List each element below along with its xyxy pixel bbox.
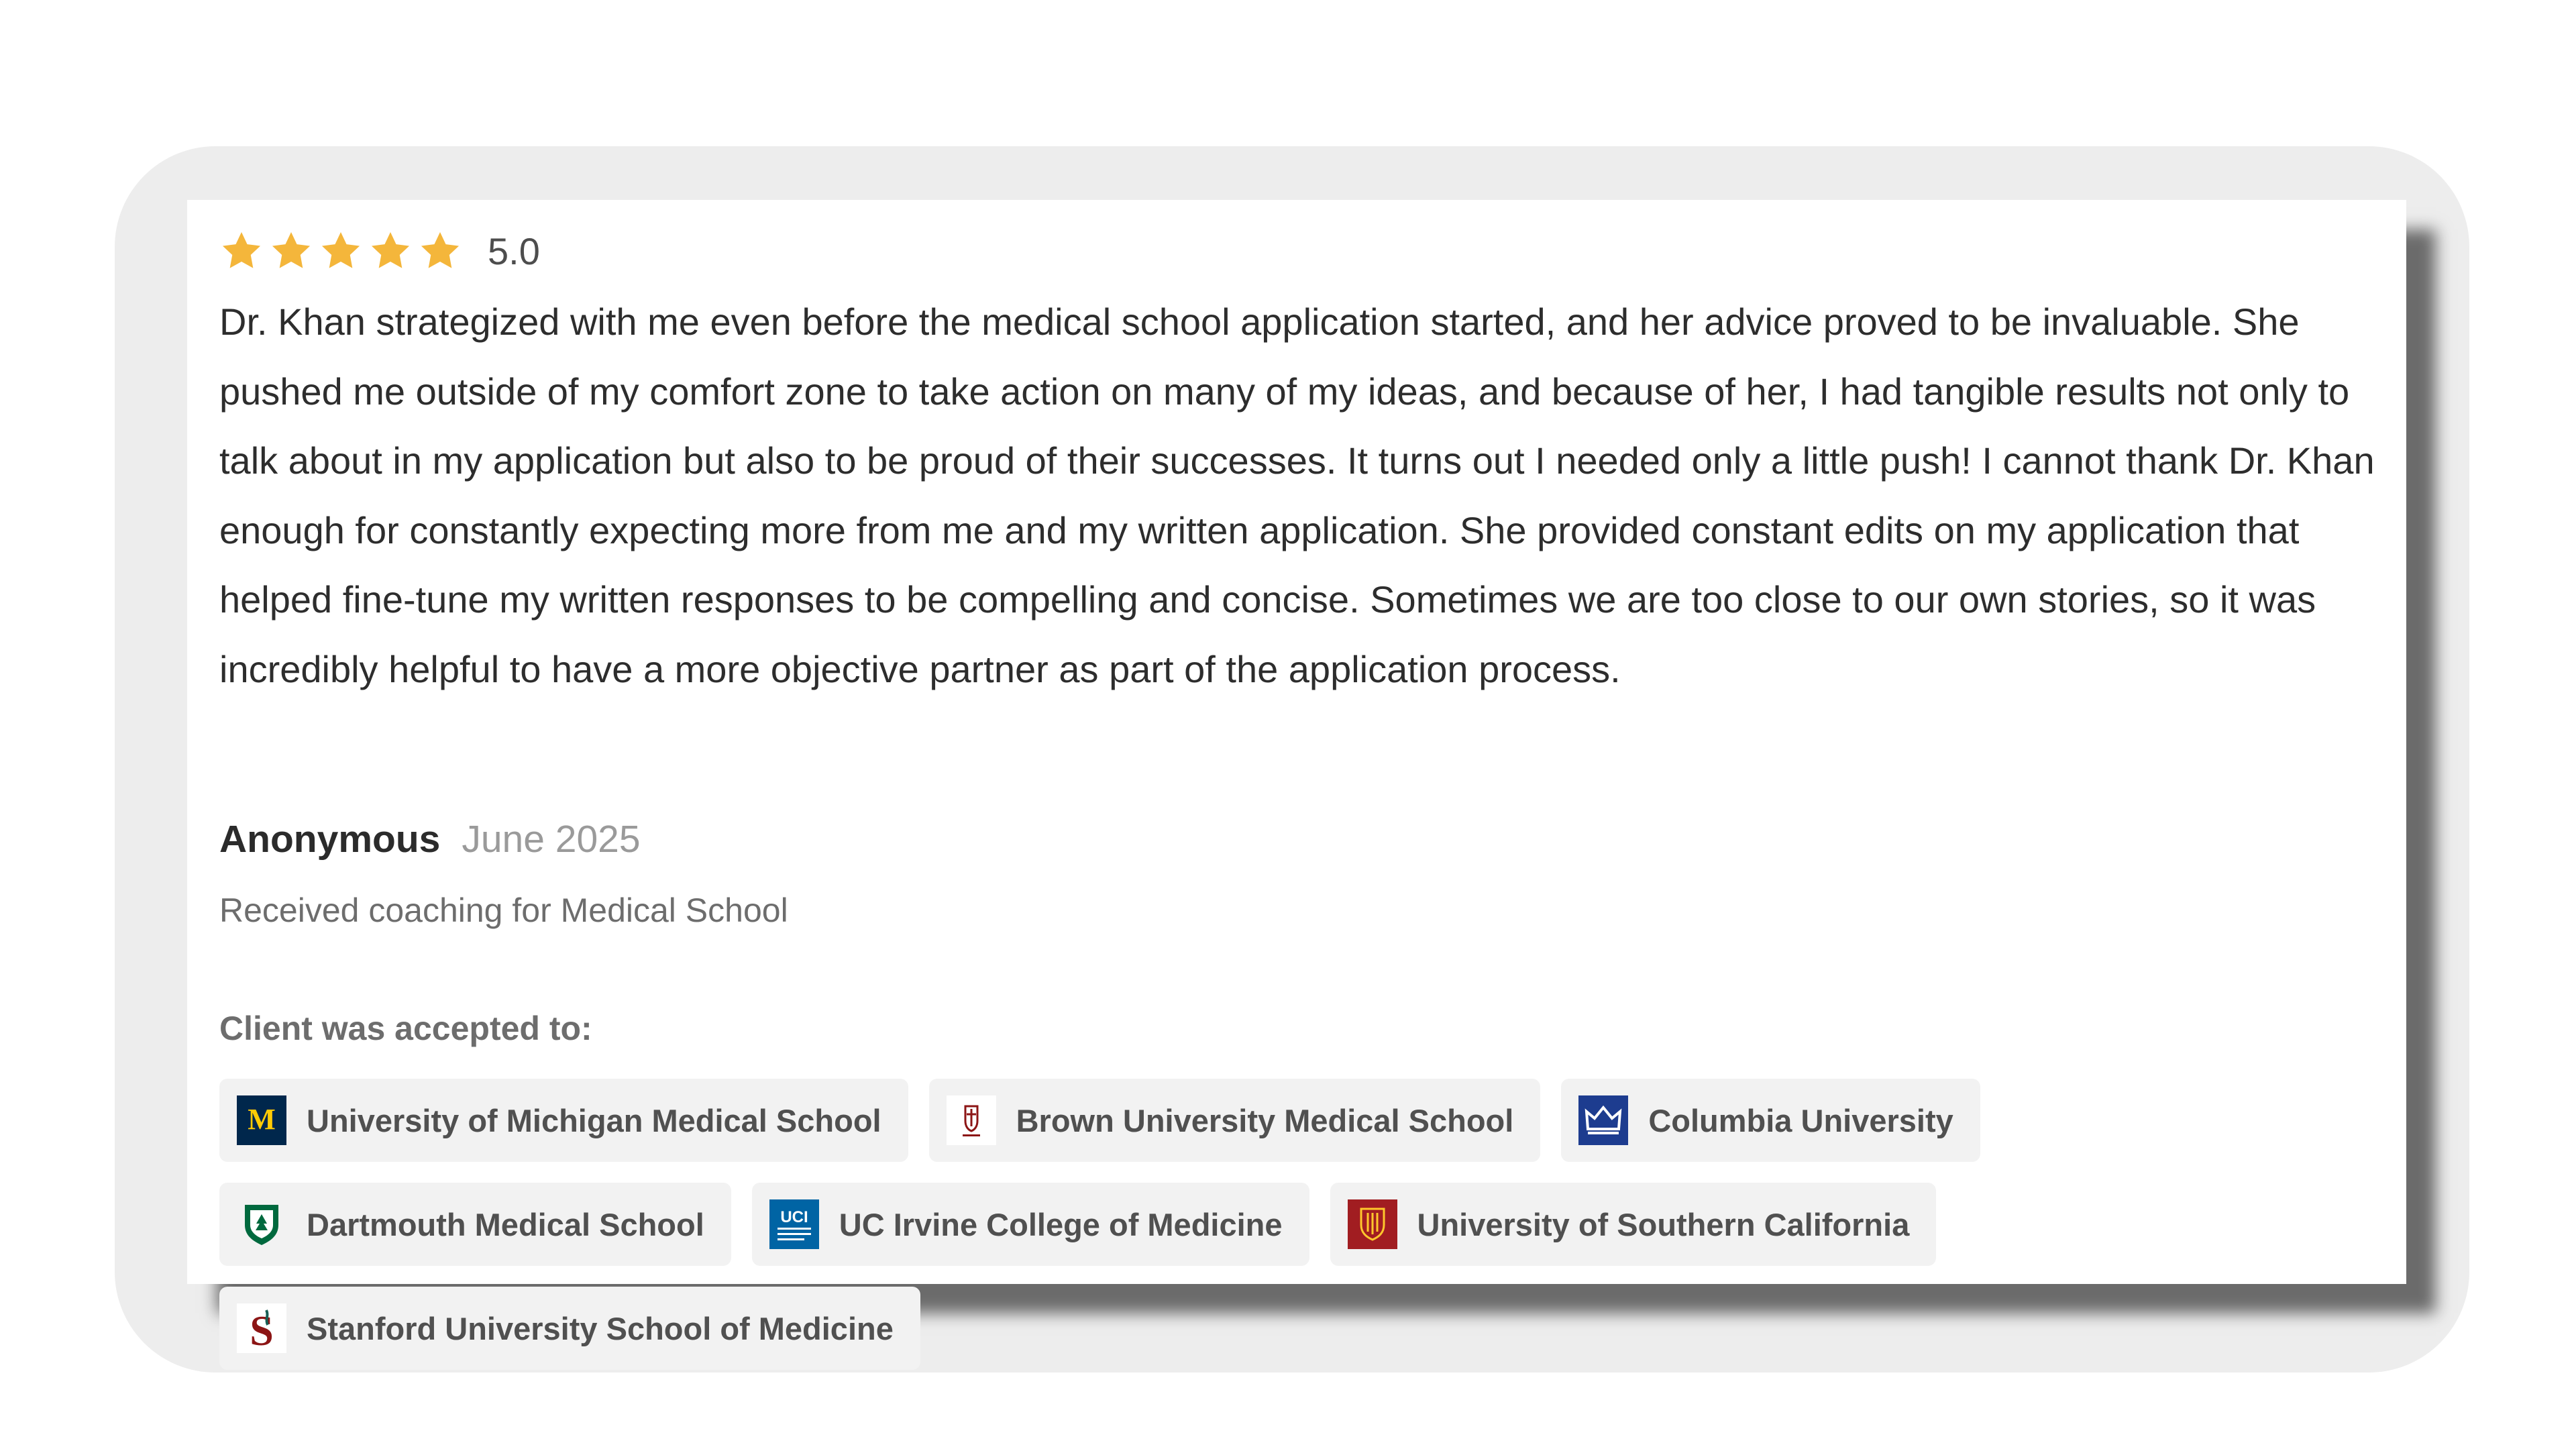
school-name: UC Irvine College of Medicine bbox=[839, 1206, 1283, 1242]
school-name: University of Southern California bbox=[1417, 1206, 1910, 1242]
review-text: Dr. Khan strategized with me even before the medical school application started, and her advice proved to be invaluable. She pushed me outside of my comfort zone to take action on many of my ideas, and because of her, I had tangible results not only to talk about in my application but also to be proud of their successes. It turns out I needed only a little push! I cannot thank Dr. Khan enough for constantly expecting more from me and my written application. She provided constant edits on my application that helped fine-tune my written responses to be compelling and concise. Sometimes we are too close to our own stories, so it was incredibly helpful to have a more objective partner as part of the application process. bbox=[219, 301, 2375, 690]
rating-row bbox=[219, 227, 540, 275]
author-row bbox=[219, 817, 641, 861]
school-chip[interactable] bbox=[752, 1183, 1309, 1266]
school-chip[interactable] bbox=[219, 1287, 920, 1370]
school-name: Stanford University School of Medicine bbox=[307, 1310, 894, 1346]
school-name: Columbia University bbox=[1648, 1102, 1953, 1138]
accepted-schools-list bbox=[219, 1079, 2400, 1370]
star-icon bbox=[219, 229, 264, 273]
school-chip[interactable] bbox=[1330, 1183, 1937, 1266]
school-name: Brown University Medical School bbox=[1016, 1102, 1514, 1138]
school-chip[interactable] bbox=[219, 1079, 908, 1162]
svg-text:M: M bbox=[248, 1103, 276, 1136]
star-icon bbox=[418, 229, 462, 273]
school-name: University of Michigan Medical School bbox=[307, 1102, 881, 1138]
dartmouth-shield-icon bbox=[237, 1199, 286, 1249]
columbia-crown-icon bbox=[1578, 1095, 1628, 1145]
school-chip[interactable] bbox=[219, 1183, 731, 1266]
svg-text:UCI: UCI bbox=[780, 1208, 808, 1226]
star-icon bbox=[368, 229, 413, 273]
rating-value: 5.0 bbox=[488, 229, 540, 272]
review-card bbox=[187, 200, 2406, 1353]
star-icon bbox=[319, 229, 363, 273]
stanford-s-icon bbox=[237, 1303, 286, 1353]
author-name: Anonymous bbox=[219, 818, 441, 861]
accepted-label: Client was accepted to: bbox=[219, 1010, 592, 1047]
michigan-logo-icon bbox=[237, 1095, 286, 1145]
svg-text:S: S bbox=[250, 1307, 274, 1353]
coaching-type: Received coaching for Medical School bbox=[219, 892, 788, 929]
school-chip[interactable] bbox=[929, 1079, 1541, 1162]
star-icon bbox=[269, 229, 313, 273]
brown-logo-icon bbox=[947, 1095, 996, 1145]
school-chip[interactable] bbox=[1561, 1079, 1980, 1162]
school-name: Dartmouth Medical School bbox=[307, 1206, 704, 1242]
usc-logo-icon bbox=[1348, 1199, 1397, 1249]
uci-logo-icon bbox=[769, 1199, 819, 1249]
review-date: June 2025 bbox=[462, 818, 641, 861]
